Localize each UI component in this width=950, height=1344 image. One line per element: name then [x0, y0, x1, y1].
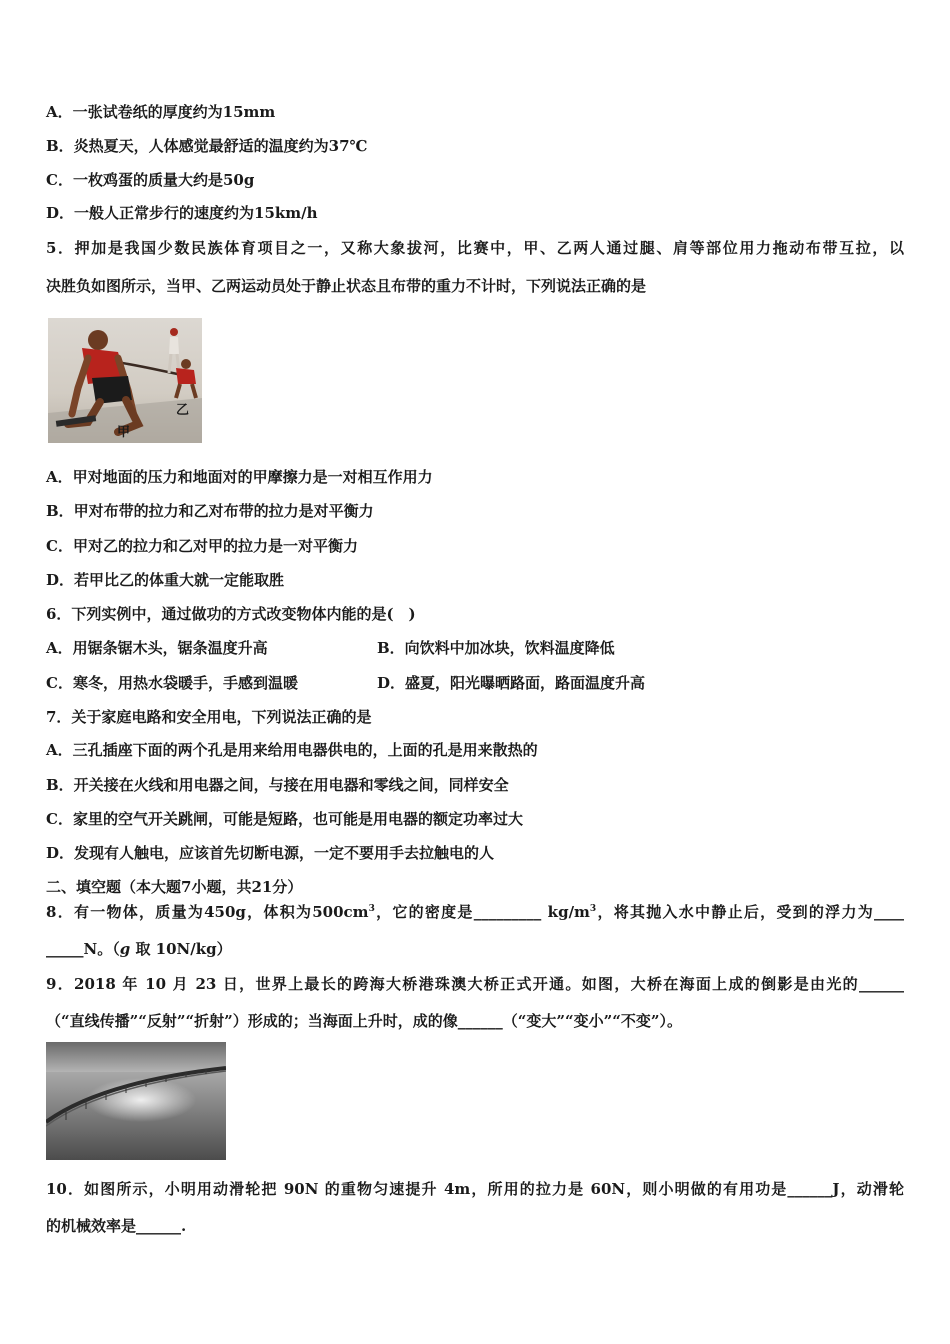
q8-text-b: ，它的密度是_________ kg/m: [374, 903, 590, 921]
q9-line2: （“直线传播”“反射”“折射”）形成的；当海面上升时，成的像______（“变大”“变小”“不变”）。: [46, 1012, 683, 1030]
q4-option-d: D．一般人正常步行的速度约为15km/h: [46, 204, 318, 222]
q6-option-d: D．盛夏，阳光曝晒路面，路面温度升高: [377, 674, 646, 692]
q5-stem-line1: 5．押加是我国少数民族体育项目之一，又称大象拔河，比赛中，甲、乙两人通过腿、肩等部位用力拖动布带互拉，以: [46, 239, 904, 257]
q7-option-a: A．三孔插座下面的两个孔是用来给用电器供电的，上面的孔是用来散热的: [46, 741, 538, 759]
q10-line2: 的机械效率是______.: [46, 1217, 187, 1235]
q4-option-c: C．一枚鸡蛋的质量大约是50g: [46, 171, 255, 189]
q9-line1: 9．2018 年 10 月 23 日，世界上最长的跨海大桥港珠澳大桥正式开通。如图，大桥在海面上成的倒影是由光的______: [46, 975, 904, 993]
q6-option-c: C．寒冬，用热水袋暖手，手感到温暖: [46, 674, 298, 692]
q5-stem-line2: 决胜负如图所示，当甲、乙两运动员处于静止状态且布带的重力不计时，下列说法正确的是: [46, 277, 647, 295]
q7-option-b: B．开关接在火线和用电器之间，与接在用电器和零线之间，同样安全: [46, 776, 509, 794]
section-heading-fill-in: 二、填空题（本大题7小题，共21分）: [46, 878, 303, 896]
q8-text-c: ，将其抛入水中静止后，受到的浮力为____: [596, 903, 904, 921]
q5-figure-tug-of-war: [48, 318, 202, 443]
q8-text-a: 8．有一物体，质量为450g，体积为500cm: [46, 903, 369, 921]
q4-option-a: A．一张试卷纸的厚度约为15mm: [46, 103, 276, 121]
q5-option-b: B．甲对布带的拉力和乙对布带的拉力是对平衡力: [46, 502, 374, 520]
q5-option-a: A．甲对地面的压力和地面对的甲摩擦力是一对相互作用力: [46, 468, 433, 486]
q8-line1: [46, 902, 904, 922]
q8-gravity-symbol: g: [119, 940, 131, 958]
q7-option-d: D．发现有人触电，应该首先切断电源，一定不要用手去拉触电的人: [46, 844, 495, 862]
sea-bridge-photo: [46, 1042, 226, 1160]
q8-line2-text-b: 取 10N/kg）: [130, 940, 232, 958]
q4-option-b: B．炎热夏天，人体感觉最舒适的温度约为37℃: [46, 137, 368, 155]
q6-option-a: A．用锯条锯木头，锯条温度升高: [46, 639, 268, 657]
q8-superscript-2: 3: [589, 904, 597, 914]
figure-label-jia: 甲: [117, 425, 131, 440]
q5-option-d: D．若甲比乙的体重大就一定能取胜: [46, 571, 285, 589]
q7-option-c: C．家里的空气开关跳闸，可能是短路，也可能是用电器的额定功率过大: [46, 810, 523, 828]
q6-option-b: B．向饮料中加冰块，饮料温度降低: [377, 639, 615, 657]
q10-line1: 10．如图所示，小明用动滑轮把 90N 的重物匀速提升 4m，所用的拉力是 60N，则小明做的有用功是______J，动滑轮: [46, 1180, 904, 1198]
tug-of-war-photo: [48, 318, 202, 443]
q8-line2: [46, 939, 232, 959]
q5-option-c: C．甲对乙的拉力和乙对甲的拉力是一对平衡力: [46, 537, 358, 555]
q6-stem: 6．下列实例中，通过做功的方式改变物体内能的是( ): [46, 605, 416, 623]
figure-label-yi: 乙: [176, 403, 190, 418]
q8-line2-text-a: _____N。（: [46, 940, 120, 958]
q7-stem: 7．关于家庭电路和安全用电，下列说法正确的是: [46, 708, 372, 726]
q9-figure-bridge: [46, 1042, 226, 1160]
q8-superscript-1: 3: [368, 904, 375, 914]
